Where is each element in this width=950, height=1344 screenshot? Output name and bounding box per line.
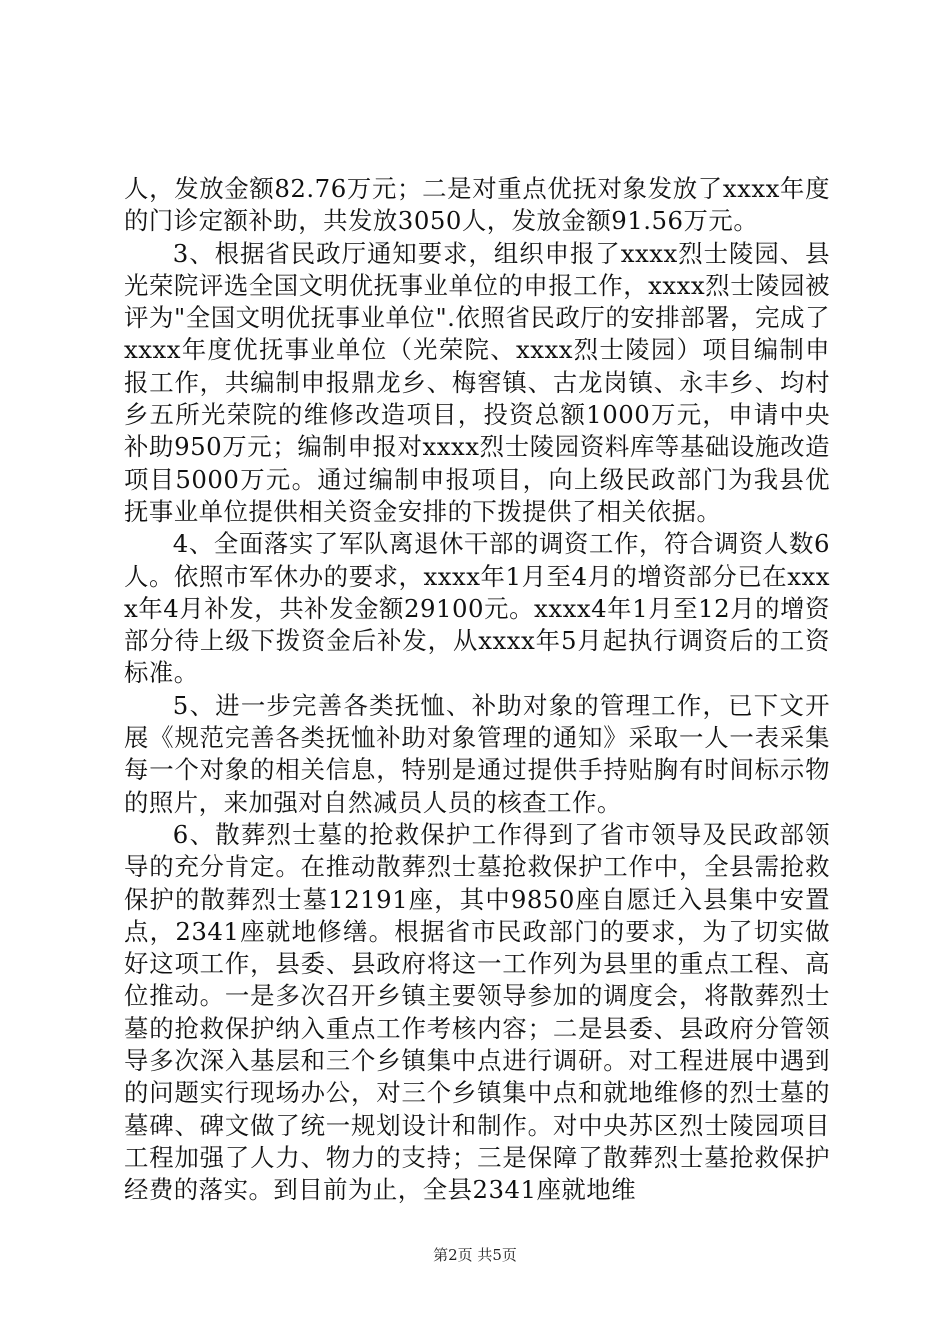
paragraph-item-5: 5、进一步完善各类抚恤、补助对象的管理工作，已下文开展《规范完善各类抚恤补助对象管理的通知》采取一人一表采集每一个对象的相关信息，特别是通过提供手持贴胸有时间标示物的照片，来加强对自然减员人员的核查工作。 (124, 690, 830, 817)
page-number-footer: 第2页 共5页 (433, 1246, 517, 1264)
paragraph-item-6: 6、散葬烈士墓的抢救保护工作得到了省市领导及民政部领导的充分肯定。在推动散葬烈士墓抢救保护工作中，全县需抢救保护的散葬烈士墓12191座，其中9850座自愿迁入县集中安置点，2341座就地修缮。根据省市民政部门的要求，为了切实做好这项工作，县委、县政府将这一工作列为县里的重点工程、高位推动。一是多次召开乡镇主要领导参加的调度会，将散葬烈士墓的抢救保护纳入重点工作考核内容；二是县委、县政府分管领导多次深入基层和三个乡镇集中点进行调研。对工程进展中遇到的问题实行现场办公，对三个乡镇集中点和就地维修的烈士墓的墓碑、碑文做了统一规划设计和制作。对中央苏区烈士陵园项目工程加强了人力、物力的支持；三是保障了散葬烈士墓抢救保护经费的落实。到目前为止，全县2341座就地维 (124, 819, 830, 1205)
paragraph-continuation: 人，发放金额82.76万元；二是对重点优抚对象发放了xxxx年度的门诊定额补助，共发放3050人，发放金额91.56万元。 (124, 174, 830, 236)
paragraph-item-3: 3、根据省民政厅通知要求，组织申报了xxxx烈士陵园、县光荣院评选全国文明优抚事业单位的申报工作，xxxx烈士陵园被评为"全国文明优抚事业单位".依照省民政厅的安排部署，完成了xxxx年度优抚事业单位（光荣院、xxxx烈士陵园）项目编制申报工作，共编制申报鼎龙乡、梅窖镇、古龙岗镇、永丰乡、均村乡五所光荣院的维修改造项目，投资总额1000万元，申请中央补助950万元；编制申报对xxxx烈士陵园资料库等基础设施改造项目5000万元。通过编制申报项目，向上级民政部门为我县优抚事业单位提供相关资金安排的下拨提供了相关依据。 (124, 238, 830, 526)
document-body (124, 173, 830, 1207)
paragraph-item-4: 4、全面落实了军队离退休干部的调资工作，符合调资人数6人。依照市军休办的要求，xxxx年1月至4月的增资部分已在xxxx年4月补发，共补发金额29100元。xxxx4年1月至12月的增资部分待上级下拨资金后补发，从xxxx年5月起执行调资后的工资标准。 (124, 529, 830, 688)
